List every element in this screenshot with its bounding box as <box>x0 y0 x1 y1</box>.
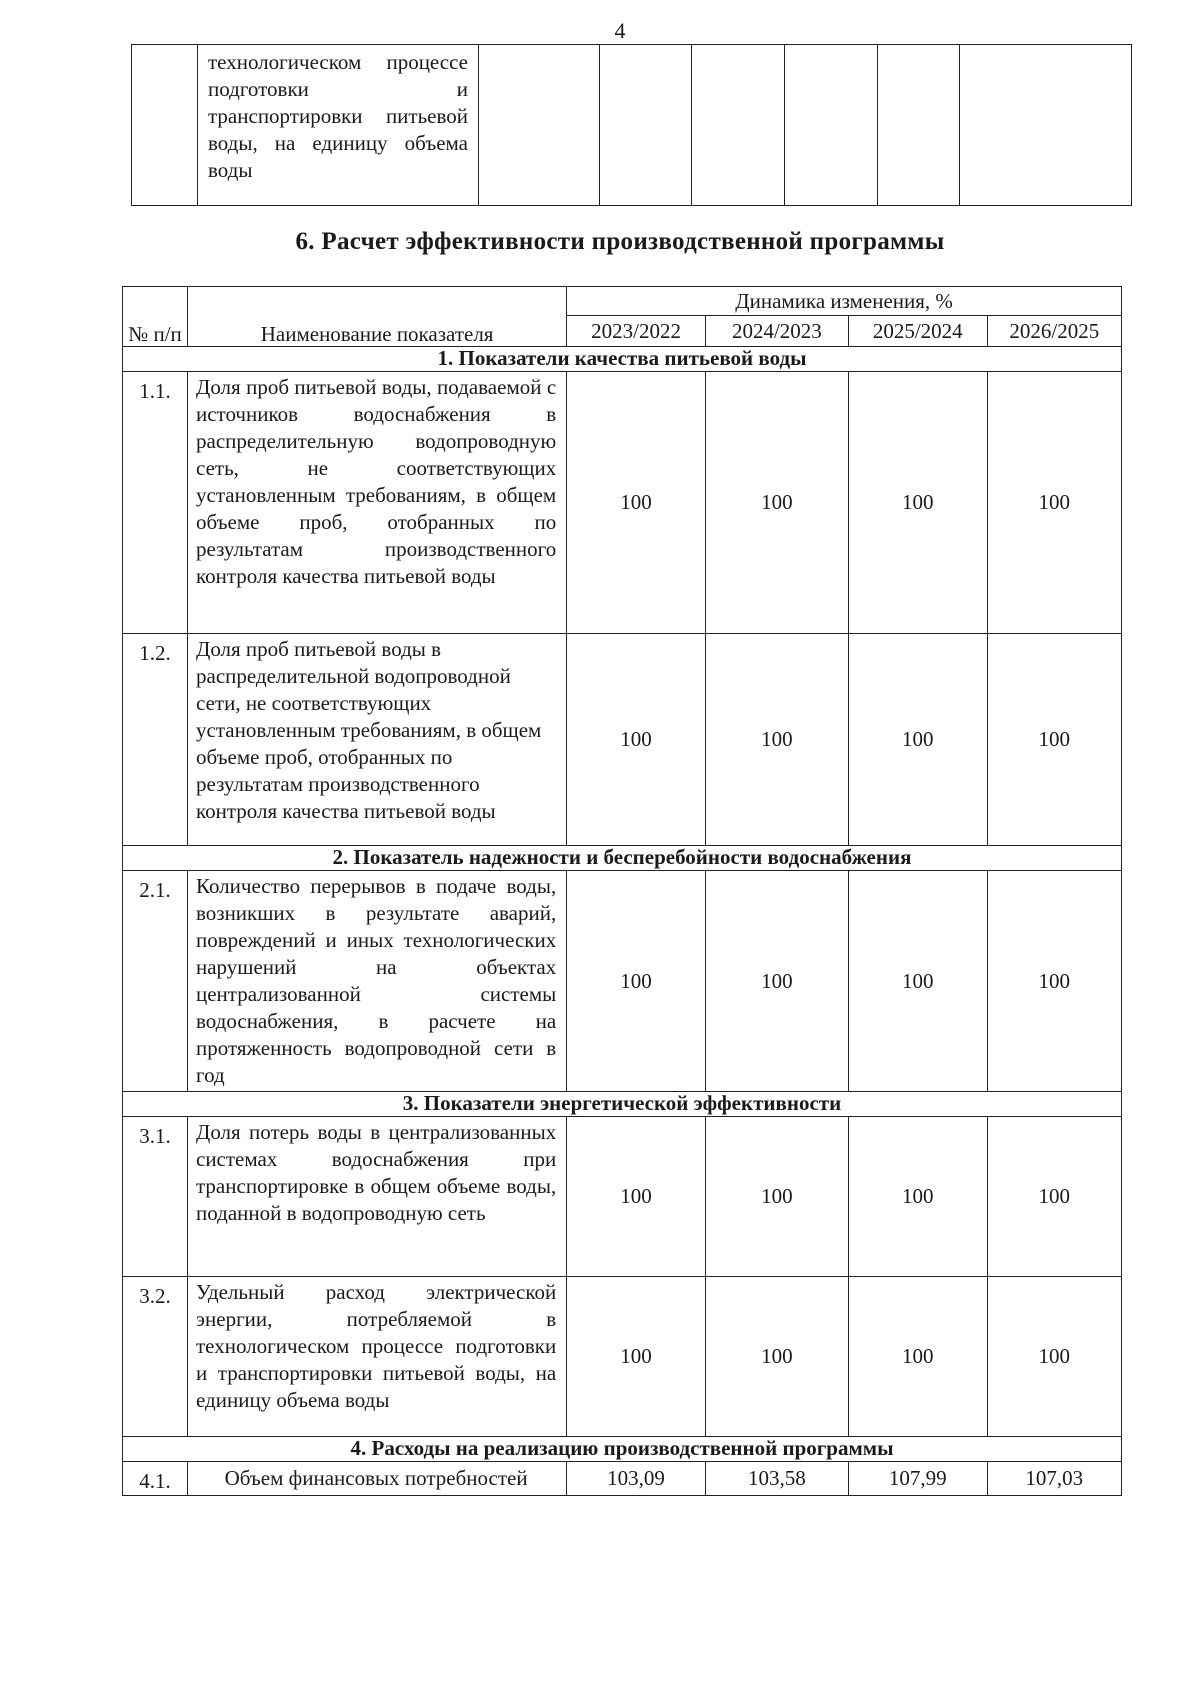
indicator-name: Количество перерывов в подаче воды, возникших в результате аварий, повреждений и иных технологических нарушений на объектах централизованной системы водоснабжения, в расчете на протяженность водопроводной сети в год <box>188 871 567 1092</box>
header-name: Наименование показателя <box>188 287 567 347</box>
row-number: 2.1. <box>123 871 188 1092</box>
table-row <box>123 1462 1122 1496</box>
dynamics-value: 100 <box>987 1117 1121 1277</box>
efficiency-table <box>122 286 1122 1496</box>
section-row <box>123 846 1122 871</box>
dynamics-value: 100 <box>987 871 1121 1092</box>
dynamics-value: 103,58 <box>705 1462 848 1496</box>
row-number: 1.2. <box>123 634 188 846</box>
dynamics-value: 100 <box>987 1277 1121 1437</box>
dynamics-value: 100 <box>567 634 706 846</box>
continued-description: технологическом процессе подготовки и транспортировки питьевой воды, на единицу объема воды <box>198 45 479 206</box>
section-row <box>123 347 1122 372</box>
dynamics-value: 100 <box>567 372 706 634</box>
indicator-name: Удельный расход электрической энергии, потребляемой в технологическом процессе подготовки и транспортировки питьевой воды, на единицу объема воды <box>188 1277 567 1437</box>
dynamics-value: 100 <box>848 634 987 846</box>
dynamics-value: 100 <box>848 1117 987 1277</box>
cell-empty <box>878 45 960 206</box>
section-heading: 4. Расходы на реализацию производственной программы <box>123 1437 1122 1462</box>
dynamics-value: 100 <box>705 372 848 634</box>
dynamics-value: 100 <box>705 1277 848 1437</box>
dynamics-value: 100 <box>567 871 706 1092</box>
table-row <box>123 634 1122 846</box>
table-row <box>123 1117 1122 1277</box>
dynamics-value: 100 <box>987 634 1121 846</box>
cell-empty <box>692 45 785 206</box>
table-row <box>123 1277 1122 1437</box>
header-year: 2024/2023 <box>705 316 848 347</box>
dynamics-value: 100 <box>567 1277 706 1437</box>
section-title: 6. Расчет эффективности производственной программы <box>295 228 945 255</box>
header-year: 2025/2024 <box>848 316 987 347</box>
cell-num <box>132 45 198 206</box>
cell-empty <box>600 45 692 206</box>
section-heading: 3. Показатели энергетической эффективности <box>123 1092 1122 1117</box>
row-number: 3.2. <box>123 1277 188 1437</box>
dynamics-value: 100 <box>567 1117 706 1277</box>
row-number: 3.1. <box>123 1117 188 1277</box>
indicator-name: Объем финансовых потребностей <box>188 1462 567 1496</box>
cell-empty <box>479 45 600 206</box>
indicator-name: Доля проб питьевой воды в распределительной водопроводной сети, не соответствующих установленным требованиям, в общем объеме проб, отобранных по результатам производственного контроля качества питьевой воды <box>188 634 567 846</box>
dynamics-value: 100 <box>705 634 848 846</box>
section-heading: 1. Показатели качества питьевой воды <box>123 347 1122 372</box>
continued-table <box>131 44 1132 206</box>
dynamics-value: 100 <box>848 871 987 1092</box>
cell-empty <box>960 45 1132 206</box>
section-heading: 2. Показатель надежности и бесперебойности водоснабжения <box>123 846 1122 871</box>
indicator-name: Доля потерь воды в централизованных системах водоснабжения при транспортировке в общем объеме воды, поданной в водопроводную сеть <box>188 1117 567 1277</box>
dynamics-value: 107,99 <box>848 1462 987 1496</box>
dynamics-value: 100 <box>705 871 848 1092</box>
header-year: 2023/2022 <box>567 316 706 347</box>
header-dynamics: Динамика изменения, % <box>567 287 1122 316</box>
section-row <box>123 1092 1122 1117</box>
dynamics-value: 107,03 <box>987 1462 1121 1496</box>
cell-empty <box>785 45 878 206</box>
row-number: 4.1. <box>123 1462 188 1496</box>
page-number: 4 <box>614 18 626 43</box>
dynamics-value: 100 <box>848 372 987 634</box>
continued-row <box>132 45 1132 206</box>
dynamics-value: 100 <box>987 372 1121 634</box>
table-row <box>123 372 1122 634</box>
row-number: 1.1. <box>123 372 188 634</box>
dynamics-value: 103,09 <box>567 1462 706 1496</box>
section-row <box>123 1437 1122 1462</box>
table-row <box>123 871 1122 1092</box>
dynamics-value: 100 <box>848 1277 987 1437</box>
header-num: № п/п <box>123 287 188 347</box>
header-year: 2026/2025 <box>987 316 1121 347</box>
indicator-name: Доля проб питьевой воды, подаваемой с источников водоснабжения в распределительную водопроводную сеть, не соответствующих установленным требованиям, в общем объеме проб, отобранных по результатам производственного контроля качества питьевой воды <box>188 372 567 634</box>
dynamics-value: 100 <box>705 1117 848 1277</box>
